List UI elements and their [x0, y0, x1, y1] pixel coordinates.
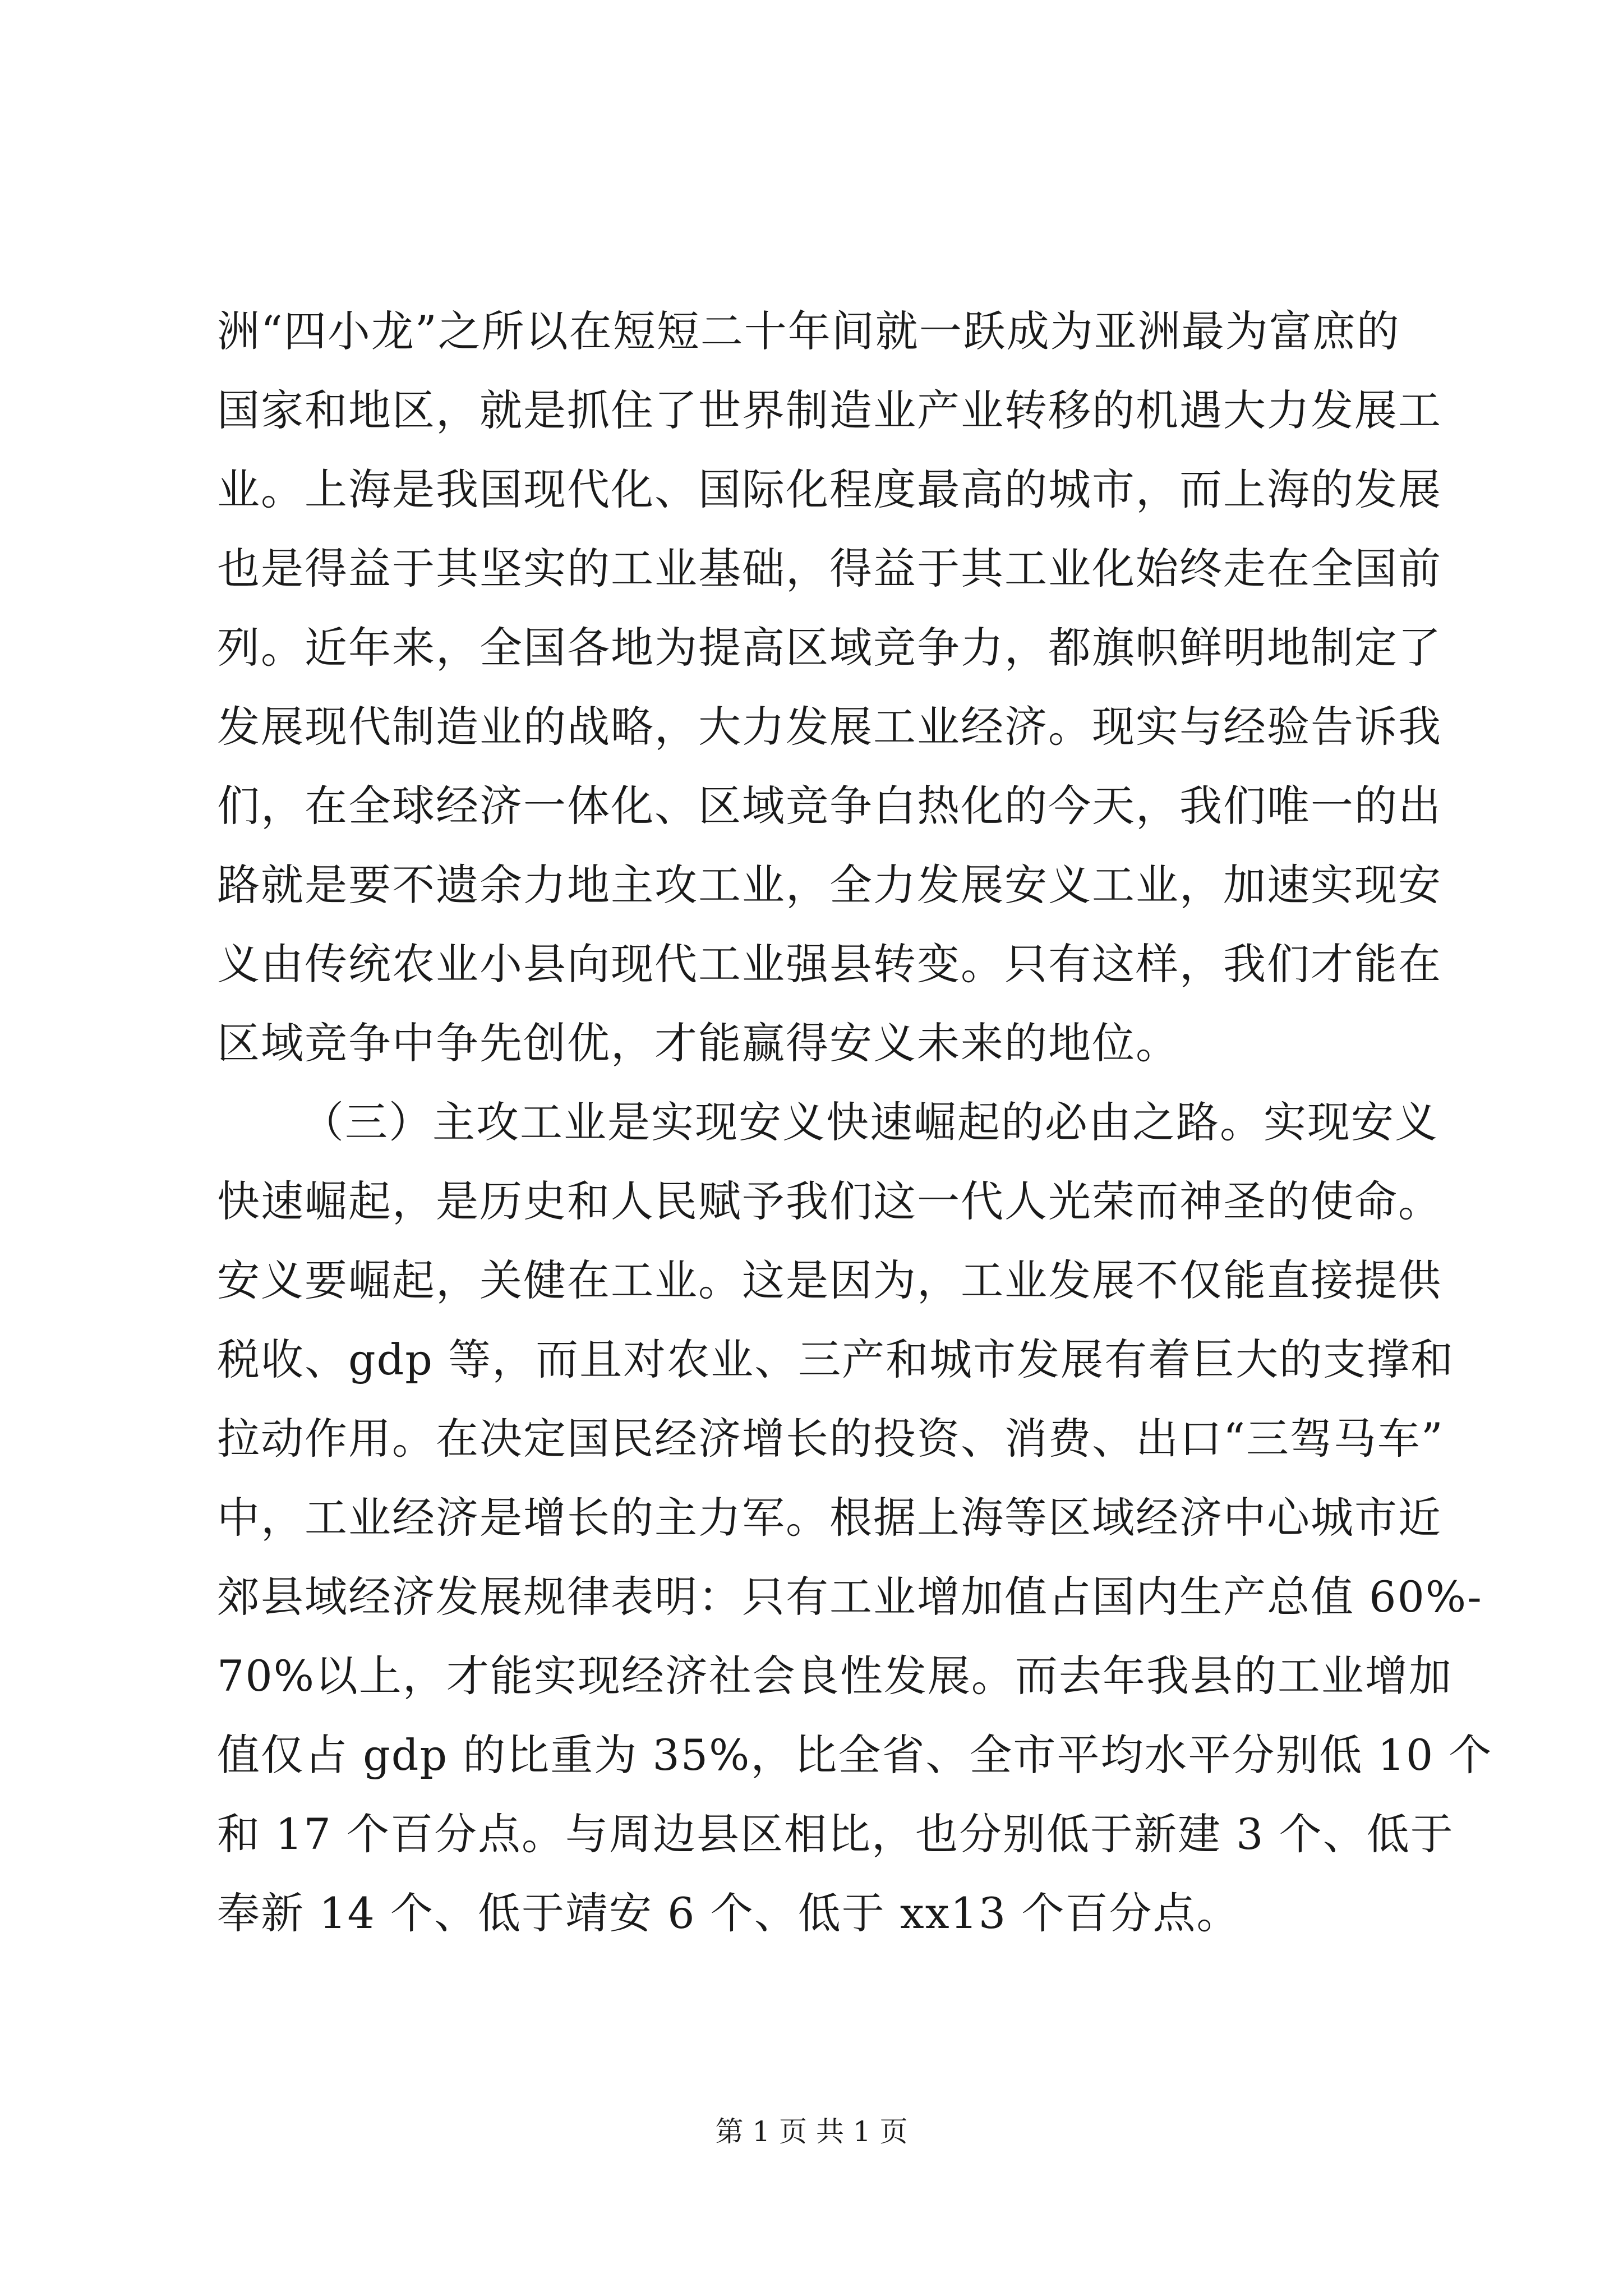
text-line: 路就是要不遗余力地主攻工业，全力发展安义工业，加速实现安	[217, 860, 1442, 910]
page-number-label: 第 1 页 共 1 页	[715, 2115, 908, 2148]
text-line: 安义要崛起，关健在工业。这是因为，工业发展不仅能直接提供	[217, 1255, 1442, 1305]
text-line: 们，在全球经济一体化、区域竞争白热化的今天，我们唯一的出	[217, 781, 1442, 831]
page-footer	[0, 2115, 1623, 2148]
text-line: 义由传统农业小县向现代工业强县转变。只有这样，我们才能在	[217, 939, 1442, 989]
text-line: 值仅占 gdp 的比重为 35%，比全省、全市平均水平分别低 10 个	[217, 1730, 1493, 1780]
text-line: 郊县域经济发展规律表明：只有工业增加值占国内生产总值 60%-	[217, 1572, 1483, 1622]
text-line: 中，工业经济是增长的主力军。根据上海等区域经济中心城市近	[217, 1493, 1442, 1543]
text-line: 和 17 个百分点。与周边县区相比，也分别低于新建 3 个、低于	[217, 1809, 1454, 1859]
text-line: 奉新 14 个、低于靖安 6 个、低于 xx13 个百分点。	[217, 1888, 1241, 1938]
text-line: 发展现代制造业的战略，大力发展工业经济。现实与经验告诉我	[217, 702, 1442, 752]
text-line: 区域竞争中争先创优，才能赢得安义未来的地位。	[217, 1018, 1179, 1068]
text-line: 70%以上，才能实现经济社会良性发展。而去年我县的工业增加	[217, 1651, 1453, 1701]
body-text	[217, 292, 1493, 1953]
text-line: 列。近年来，全国各地为提高区域竞争力，都旗帜鲜明地制定了	[217, 623, 1442, 673]
text-line: 洲“四小龙”之所以在短短二十年间就一跃成为亚洲最为富庶的	[217, 306, 1400, 356]
section-heading-line: （三）主攻工业是实现安义快速崛起的必由之路。实现安义	[301, 1097, 1438, 1147]
text-line: 拉动作用。在决定国民经济增长的投资、消费、出口“三驾马车”	[217, 1414, 1444, 1464]
text-line: 国家和地区，就是抓住了世界制造业产业转移的机遇大力发展工	[217, 385, 1442, 435]
text-line: 税收、gdp 等，而且对农业、三产和城市发展有着巨大的支撑和	[217, 1335, 1455, 1384]
text-line: 快速崛起，是历史和人民赋予我们这一代人光荣而神圣的使命。	[217, 1176, 1442, 1226]
text-line: 业。上海是我国现代化、国际化程度最高的城市，而上海的发展	[217, 464, 1442, 514]
text-line: 也是得益于其坚实的工业基础，得益于其工业化始终走在全国前	[217, 544, 1442, 593]
